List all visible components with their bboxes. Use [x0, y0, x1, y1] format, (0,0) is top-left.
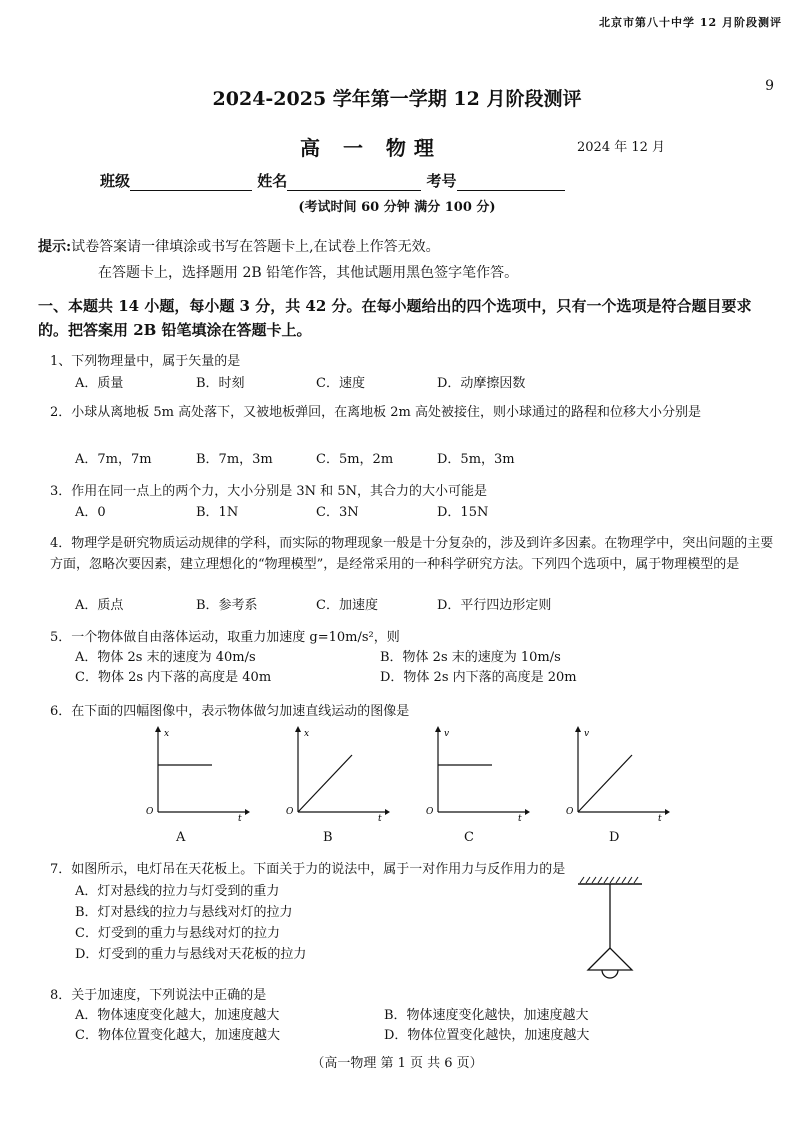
q8-option-b: B．物体速度变化越快，加速度越大 [384, 1008, 589, 1023]
header-school-label: 北京市第八十中学 12 月阶段测评 [599, 16, 782, 29]
exam-title: 2024-2025 学年第一学期 12 月阶段测评 [212, 88, 582, 110]
q1-option-a: A．质量 [75, 376, 124, 391]
question-8-stem: 8．关于加速度，下列说法中正确的是 [50, 988, 267, 1003]
q8-option-a: A．物体速度变化越大，加速度越大 [75, 1008, 280, 1023]
question-3-stem: 3．作用在同一点上的两个力，大小分别是 3N 和 5N，其合力的大小可能是 [50, 484, 487, 499]
question-6-stem: 6．在下面的四幅图像中，表示物体做匀加速直线运动的图像是 [50, 704, 410, 719]
lamp-bulb [602, 970, 618, 978]
q2-option-b: B．7m，3m [196, 452, 273, 467]
graph-c-label: C [464, 830, 474, 845]
q7-option-d: D．灯受到的重力与悬线对天花板的拉力 [75, 947, 307, 962]
question-5-stem: 5．一个物体做自由落体运动，取重力加速度 g=10m/s²，则 [50, 630, 400, 645]
q2-option-d: D．5m，3m [437, 452, 515, 467]
page-footer: （高一物理 第 1 页 共 6 页） [311, 1056, 483, 1071]
graph-d-xlabel: t [658, 814, 662, 822]
hanging-lamp-diagram [570, 876, 650, 980]
graph-b-t-arrow [385, 809, 390, 815]
q7-option-b: B．灯对悬线的拉力与悬线对灯的拉力 [75, 905, 293, 920]
graph-d-line [578, 755, 632, 812]
ceiling-hatch [580, 877, 638, 883]
q3-option-c: C．3N [316, 505, 359, 520]
graph-b-origin: O [286, 807, 294, 817]
question-7-stem: 7．如图所示，电灯吊在天花板上。下面关于力的说法中，属于一对作用力与反作用力的是 [50, 862, 566, 877]
q2-option-a: A．7m，7m [75, 452, 152, 467]
q4-option-c: C．加速度 [316, 598, 378, 613]
graph-d [560, 722, 670, 822]
graph-d-ylabel: v [584, 729, 590, 739]
graph-d-v-arrow [575, 726, 581, 732]
graph-c-v-arrow [435, 726, 441, 732]
graph-c [420, 722, 530, 822]
q3-option-a: A．0 [75, 505, 106, 520]
exam-no-blank[interactable] [457, 174, 565, 191]
exam-date: 2024 年 12 月 [577, 140, 666, 155]
graph-c-ylabel: v [444, 729, 450, 739]
graph-b-ylabel: x [304, 729, 310, 739]
graph-a-x-arrow [155, 726, 161, 732]
graph-c-origin: O [426, 807, 434, 817]
q1-option-b: B．时刻 [196, 376, 245, 391]
lamp-shade [588, 948, 632, 970]
q5-option-b: B．物体 2s 末的速度为 10m/s [380, 650, 561, 665]
q4-option-b: B．参考系 [196, 598, 258, 613]
question-4-stem: 4．物理学是研究物质运动规律的学科，而实际的物理现象一般是十分复杂的，涉及到许多因素。在物理学中，突出问题的主要方面，忽略次要因素，建立理想化的“物理模型”，是经常采用的一种科学研究方法。下列四个选项中，属于物理模型的是 [50, 536, 774, 572]
q7-option-a: A．灯对悬线的拉力与灯受到的重力 [75, 884, 280, 899]
question-1-stem: 1、下列物理量中，属于矢量的是 [50, 354, 241, 369]
q1-option-d: D．动摩擦因数 [437, 376, 526, 391]
section-1-heading: 一、本题共 14 小题，每小题 3 分，共 42 分。在每小题给出的四个选项中，只有一个选项是符合题目要求的。把答案用 2B 铅笔填涂在答题卡上。 [38, 297, 752, 339]
graph-d-label: D [609, 830, 620, 845]
graph-b-xlabel: t [378, 814, 382, 822]
question-2-stem: 2．小球从离地板 5m 高处落下，又被地板弹回，在离地板 2m 高处被接住，则小球通过的路程和位移大小分别是 [50, 405, 701, 420]
q3-option-d: D．15N [437, 505, 489, 520]
name-label: 姓名 [257, 172, 288, 190]
q4-option-d: D．平行四边形定则 [437, 598, 552, 613]
q1-option-c: C．速度 [316, 376, 365, 391]
q7-option-c: C．灯受到的重力与悬线对灯的拉力 [75, 926, 280, 941]
q2-option-c: C．5m，2m [316, 452, 394, 467]
hint-text-1: 试卷答案请一律填涂或书写在答题卡上,在试卷上作答无效。 [71, 239, 440, 255]
graph-b [280, 722, 390, 822]
class-label: 班级 [100, 172, 131, 190]
q8-option-c: C．物体位置变化越大，加速度越大 [75, 1028, 280, 1043]
graph-a-origin: O [146, 807, 154, 817]
q3-option-b: B．1N [196, 505, 239, 520]
q5-option-c: C．物体 2s 内下落的高度是 40m [75, 670, 272, 685]
q8-option-d: D．物体位置变化越快，加速度越大 [384, 1028, 590, 1043]
exam-no-label: 考号 [426, 172, 457, 190]
class-blank[interactable] [130, 174, 252, 191]
student-info-fields [100, 170, 565, 191]
graph-b-label: B [323, 830, 333, 845]
corner-mark: 9 [765, 78, 774, 94]
graph-b-line [298, 755, 352, 812]
graph-d-origin: O [566, 807, 574, 817]
graph-a-xlabel: t [238, 814, 242, 822]
q5-option-d: D．物体 2s 内下落的高度是 20m [380, 670, 577, 685]
graph-a-ylabel: x [164, 729, 170, 739]
name-blank[interactable] [287, 174, 421, 191]
graph-d-t-arrow [665, 809, 670, 815]
q4-option-a: A．质点 [75, 598, 124, 613]
exam-subtitle: 高 一 物理 [300, 136, 442, 160]
exam-info: (考试时间 60 分钟 满分 100 分) [298, 200, 496, 215]
hint-line-2: 在答题卡上，选择题用 2B 铅笔作答，其他试题用黑色签字笔作答。 [98, 265, 519, 281]
graph-c-xlabel: t [518, 814, 522, 822]
graph-a-label: A [176, 830, 186, 845]
q5-option-a: A．物体 2s 末的速度为 40m/s [75, 650, 256, 665]
graph-a-t-arrow [245, 809, 250, 815]
hint-line-1 [38, 236, 440, 256]
graph-b-x-arrow [295, 726, 301, 732]
graph-a [140, 722, 250, 822]
graph-c-t-arrow [525, 809, 530, 815]
hint-label: 提示: [38, 239, 72, 255]
